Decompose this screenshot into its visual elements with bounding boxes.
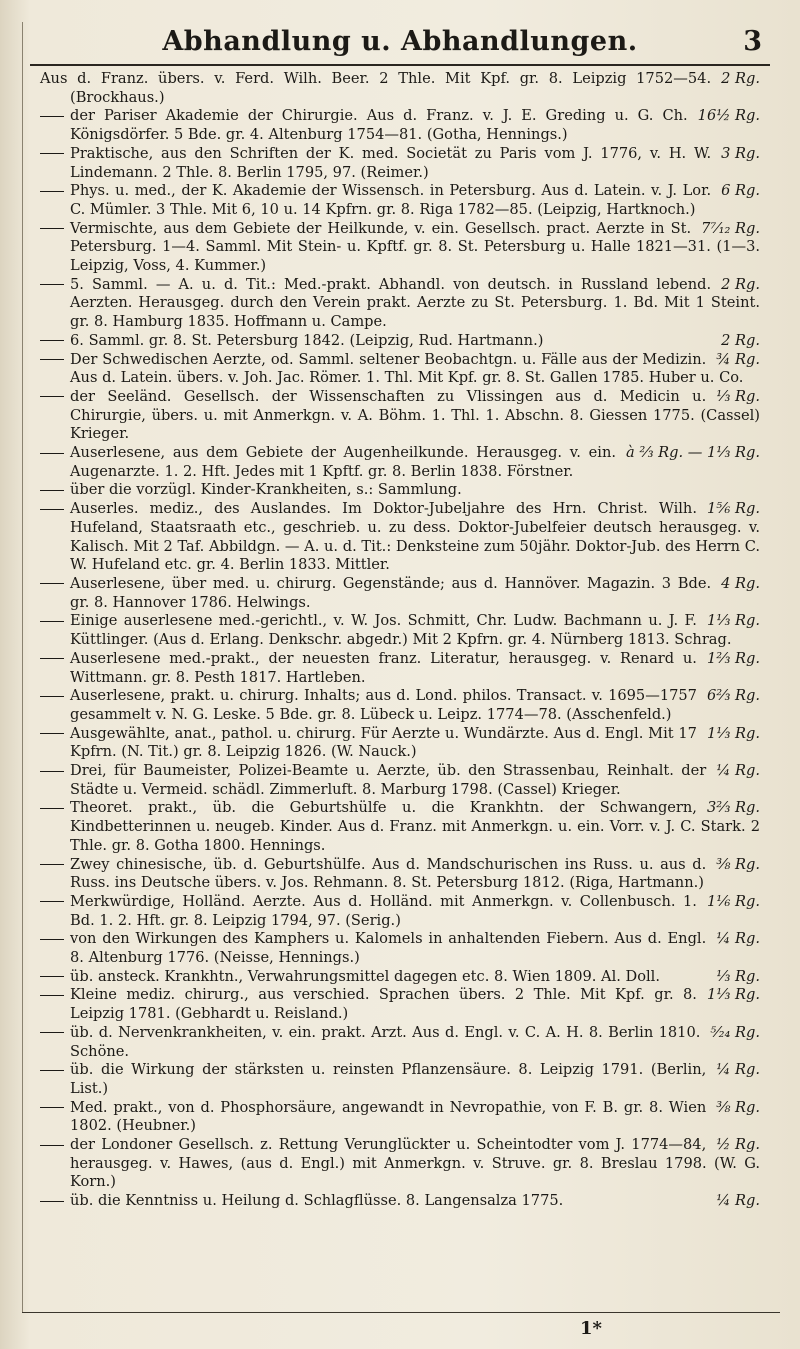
entry-text: über die vorzügl. Kinder-Krankheiten, s.: Sammlung. (70, 481, 462, 499)
ditto-dash (40, 583, 64, 584)
entry-price: 16½ Rg. (697, 107, 760, 125)
entry-text: 5. Samml. — A. u. d. Tit.: Med.-prakt. Abhandl. von deutsch. in Russland lebend. Aerzten. Herausgeg. durch den Verein prakt. Aerzte zu St. Petersburg. 1. Bd. Mit 1 Steint. gr. 8. Hamburg 1835. Hoffmann u. Campe. (70, 275, 760, 331)
bibliography-entry (40, 612, 760, 649)
entry-text: üb. ansteck. Krankhtn., Verwahrungsmittel dagegen etc. 8. Wien 1809. Al. Doll. (70, 967, 660, 985)
entry-price: ⅓ Rg. (716, 387, 760, 405)
entry-text: Ausgewählte, anat., pathol. u. chirurg. Für Aerzte u. Wundärzte. Aus d. Engl. Mit 17 Kpfrn. (N. Tit.) gr. 8. Leipzig 1826. (W. Nauck.) (70, 724, 697, 761)
ditto-dash (40, 284, 64, 285)
entry-price: ⅓ Rg. (716, 967, 760, 985)
entry-text: Auserlesene, über med. u. chirurg. Gegenstände; aus d. Hannöver. Magazin. 3 Bde. gr. 8. Hannover 1786. Helwings. (70, 574, 712, 611)
ditto-dash (40, 939, 64, 940)
bibliography-entry (40, 1099, 760, 1136)
ditto-dash (40, 696, 64, 697)
bibliography-entry (40, 968, 760, 987)
bibliography-entry (40, 930, 760, 967)
ditto-dash (40, 490, 64, 491)
bibliography-entry (40, 1024, 760, 1061)
ditto-dash (40, 359, 64, 360)
ditto-dash (40, 191, 64, 192)
entry-price: ¼ Rg. (716, 1061, 760, 1079)
bibliography-entry (40, 388, 760, 444)
entry-text: der Seeländ. Gesellsch. der Wissenschaften zu Vlissingen aus d. Medicin u. Chirurgie, übers. u. mit Anmerkgn. v. A. Böhm. 1. Thl. 1. Abschn. 8. Giessen 1775. (Cassel) Krieger. (70, 387, 760, 443)
bibliography-entry (40, 481, 760, 500)
bibliography-entry (40, 893, 760, 930)
ditto-dash (40, 228, 64, 229)
entry-text: Praktische, aus den Schriften der K. med. Societät zu Paris vom J. 1776, v. H. W. Lindemann. 2 Thle. 8. Berlin 1795, 97. (Reimer.) (70, 144, 712, 181)
ditto-dash (40, 453, 64, 454)
entry-price: 1⅙ Rg. (706, 892, 760, 910)
entry-price: 6⅔ Rg. (706, 687, 760, 705)
entry-price: ⅜ Rg. (716, 855, 760, 873)
bibliography-entry (40, 351, 760, 388)
bibliography-entry (40, 856, 760, 893)
bibliography-entry (40, 799, 760, 855)
printer-signature: 1* (580, 1318, 602, 1339)
entry-text: üb. d. Nervenkrankheiten, v. ein. prakt. Arzt. Aus d. Engl. v. C. A. H. 8. Berlin 1810. Schöne. (70, 1023, 701, 1060)
bibliography-entry (40, 762, 760, 799)
running-title: Abhandlung u. Abhandlungen. (162, 26, 638, 57)
bibliography-entry (40, 70, 760, 107)
ditto-dash (40, 340, 64, 341)
entry-text: Drei, für Baumeister, Polizei-Beamte u. Aerzte, üb. den Strassenbau, Reinhalt. der Städte u. Vermeid. schädl. Zimmerluft. 8. Marburg 1798. (Cassel) Krieger. (70, 762, 707, 798)
page-number: 3 (743, 26, 762, 57)
entry-price: 3⅔ Rg. (706, 799, 760, 817)
ditto-dash (40, 864, 64, 865)
entry-price: 1⅓ Rg. (706, 612, 760, 630)
entry-text: Kleine mediz. chirurg., aus verschied. Sprachen übers. 2 Thle. Mit Kpf. gr. 8. Leipzig 1781. (Gebhardt u. Reisland.) (70, 986, 697, 1023)
entry-text: üb. die Kenntniss u. Heilung d. Schlagflüsse. 8. Langensalza 1775. (70, 1192, 564, 1210)
ditto-dash (40, 1070, 64, 1071)
entry-price: 1⅓ Rg. (706, 986, 760, 1004)
ditto-dash (40, 995, 64, 996)
ditto-dash (40, 901, 64, 902)
bibliography-entry (40, 107, 760, 144)
entry-price: 2 Rg. (721, 70, 760, 87)
entry-text: üb. die Wirkung der stärksten u. reinsten Pflanzensäure. 8. Leipzig 1791. (Berlin, List.) (70, 1061, 707, 1097)
bibliography-entry (40, 575, 760, 612)
bibliography-entry (40, 650, 760, 687)
entry-text: Auserles. mediz., des Auslandes. Im Doktor-Jubeljahre des Hrn. Christ. Wilh. Hufeland, Staatsraath etc., geschrieb. u. zu dess. Doktor-Jubelfeier deutsch herausgeg. v. Kalisch. Mit 2 Taf. Abbildgn. — A. u. d. Tit.: Denksteine zum 50jähr. Doktor-Jub. des Herrn C. W. Hufeland etc. gr. 4. Berlin 1833. Mittler. (70, 500, 760, 574)
bibliography-entry (40, 145, 760, 182)
entry-text: Phys. u. med., der K. Akademie der Wissensch. in Petersburg. Aus d. Latein. v. J. Lor. C. Mümler. 3 Thle. Mit 6, 10 u. 14 Kpfrn. gr. 8. Riga 1782—85. (Leipzig, Hartknoch.) (70, 182, 712, 218)
ditto-dash (40, 396, 64, 397)
entry-text: Vermischte, aus dem Gebiete der Heilkunde, v. ein. Gesellsch. pract. Aerzte in St. Petersburg. 1—4. Samml. Mit Stein- u. Kpftf. gr. 8. St. Petersburg u. Halle 1821—31. (1—3. Leipzig, Voss, 4. Kummer.) (70, 219, 760, 275)
entry-text: Med. prakt., von d. Phosphorsäure, angewandt in Nevropathie, von F. B. gr. 8. Wien 1802. (Heubner.) (70, 1098, 707, 1135)
ditto-dash (40, 1201, 64, 1202)
entry-price: 3 Rg. (721, 144, 760, 162)
entry-price: à ⅔ Rg. — 1⅓ Rg. (625, 444, 760, 462)
entry-text: Einige auserlesene med.-gerichtl., v. W. Jos. Schmitt, Chr. Ludw. Bachmann u. J. F. Küttlinger. (Aus d. Erlang. Denkschr. abgedr.) Mit 2 Kpfrn. gr. 4. Nürnberg 1813. Schrag. (70, 612, 732, 649)
entry-price: 2 Rg. (721, 275, 760, 293)
entry-text: Auserlesene, prakt. u. chirurg. Inhalts; aus d. Lond. philos. Transact. v. 1695—1757 gesammelt v. N. G. Leske. 5 Bde. gr. 8. Lübeck u. Leipz. 1774—78. (Asschenfeld.) (70, 687, 697, 723)
ditto-dash (40, 733, 64, 734)
footer-rule (22, 1312, 780, 1313)
entry-price: 7⁷⁄₁₂ Rg. (701, 219, 760, 237)
entry-text: 6. Samml. gr. 8. St. Petersburg 1842. (Leipzig, Rud. Hartmann.) (70, 331, 544, 349)
bibliography-entry (40, 220, 760, 276)
entry-text: Zwey chinesische, üb. d. Geburtshülfe. Aus d. Mandschurischen ins Russ. u. aus d. Russ. ins Deutsche übers. v. Jos. Rehmann. 8. St. Petersburg 1812. (Riga, Hartmann.) (70, 855, 707, 892)
entry-price: ½ Rg. (716, 1136, 760, 1154)
entry-list (40, 70, 760, 1211)
entry-price: ¾ Rg. (716, 350, 760, 368)
entry-text: Aus d. Franz. übers. v. Ferd. Wilh. Beer. 2 Thle. Mit Kpf. gr. 8. Leipzig 1752—54. (Brockhaus.) (40, 70, 712, 106)
bibliography-entry (40, 1061, 760, 1098)
entry-text: von den Wirkungen des Kamphers u. Kalomels in anhaltenden Fiebern. Aus d. Engl. 8. Altenburg 1776. (Neisse, Hennings.) (70, 930, 707, 967)
entry-text: Auserlesene, aus dem Gebiete der Augenheilkunde. Herausgeg. v. ein. Augenarzte. 1. 2. Hft. Jedes mit 1 Kpftf. gr. 8. Berlin 1838. Förstner. (70, 444, 616, 480)
entry-price: 4 Rg. (721, 574, 760, 592)
ditto-dash (40, 153, 64, 154)
bibliography-entry (40, 725, 760, 762)
ditto-dash (40, 1032, 64, 1033)
page-header (30, 20, 770, 66)
ditto-dash (40, 808, 64, 809)
entry-price: 1⅓ Rg. (706, 724, 760, 742)
bibliography-entry (40, 182, 760, 219)
bibliography-entry (40, 687, 760, 724)
bibliography-entry (40, 332, 760, 351)
entry-text: Merkwürdige, Holländ. Aerzte. Aus d. Holländ. mit Anmerkgn. v. Collenbusch. 1. Bd. 1. 2. Hft. gr. 8. Leipzig 1794, 97. (Serig.) (70, 892, 697, 929)
ditto-dash (40, 116, 64, 117)
bibliography-entry (40, 1136, 760, 1192)
entry-text: der Londoner Gesellsch. z. Rettung Verunglückter u. Scheintodter vom J. 1774—84, herausgeg. v. Hawes, (aus d. Engl.) mit Anmerkgn. v. Struve. gr. 8. Breslau 1798. (W. G. Korn.) (70, 1136, 760, 1191)
bibliography-entry (40, 444, 760, 481)
ditto-dash (40, 509, 64, 510)
bibliography-entry (40, 986, 760, 1023)
bibliography-entry (40, 276, 760, 332)
ditto-dash (40, 771, 64, 772)
ditto-dash (40, 976, 64, 977)
entry-price: 1⅚ Rg. (706, 500, 760, 518)
entry-text: Auserlesene med.-prakt., der neuesten franz. Literatur, herausgeg. v. Renard u. Wittmann. gr. 8. Pesth 1817. Hartleben. (70, 649, 697, 686)
entry-price: 1⅔ Rg. (706, 649, 760, 667)
entry-price: 6 Rg. (721, 182, 760, 200)
entry-price: ⁵⁄₂₄ Rg. (710, 1023, 760, 1041)
entry-text: Theoret. prakt., üb. die Geburtshülfe u. die Krankhtn. der Schwangern, Kindbetterinnen u. neugeb. Kinder. Aus d. Franz. mit Anmerkgn. u. ein. Vorr. v. J. C. Stark. 2 Thle. gr. 8. Gotha 1800. Hennings. (70, 799, 760, 854)
ditto-dash (40, 1145, 64, 1146)
entry-price: ¼ Rg. (716, 762, 760, 780)
ditto-dash (40, 621, 64, 622)
margin-rule (22, 22, 23, 1312)
entry-price: ¼ Rg. (716, 930, 760, 948)
ditto-dash (40, 658, 64, 659)
entry-text: der Pariser Akademie der Chirurgie. Aus d. Franz. v. J. E. Greding u. G. Ch. Königsdörfer. 5 Bde. gr. 4. Altenburg 1754—81. (Gotha, Hennings.) (70, 107, 688, 144)
ditto-dash (40, 1107, 64, 1108)
entry-price: ⅜ Rg. (716, 1098, 760, 1116)
entry-price: 2 Rg. (721, 331, 760, 349)
bibliography-entry (40, 500, 760, 575)
entry-text: Der Schwedischen Aerzte, od. Samml. seltener Beobachtgn. u. Fälle aus der Medizin. Aus d. Latein. übers. v. Joh. Jac. Römer. 1. Thl. Mit Kpf. gr. 8. St. Gallen 1785. Huber u. Co. (70, 350, 744, 387)
bibliography-entry (40, 1192, 760, 1211)
entry-price: ¼ Rg. (716, 1192, 760, 1210)
